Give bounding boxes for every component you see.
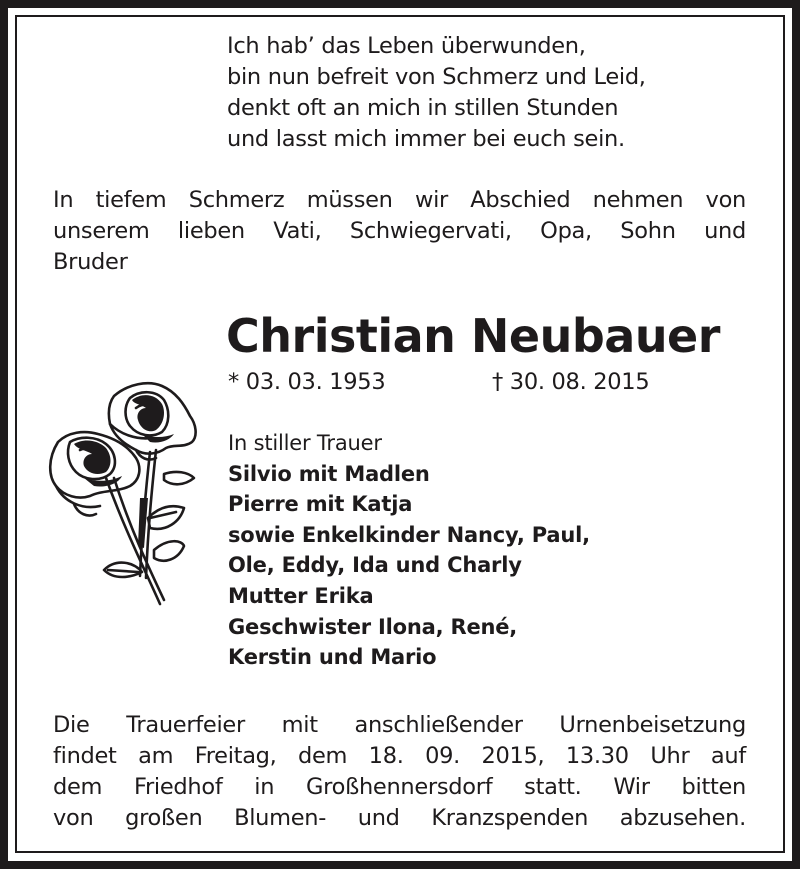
funeral-info-line: findet am Freitag, dem 18. 09. 2015, 13.30 Uhr auf xyxy=(53,743,746,769)
mourner-line: Geschwister Ilona, René, xyxy=(228,614,518,639)
funeral-info-line: dem Friedhof in Großhennersdorf statt. Wir bitten xyxy=(53,774,746,800)
poem-line: denkt oft an mich in stillen Stunden xyxy=(227,95,619,121)
funeral-info-line: Die Trauerfeier mit anschließender Urnenbeisetzung xyxy=(53,712,746,738)
mourner-line: Pierre mit Katja xyxy=(228,492,413,517)
birth-date: * 03. 03. 1953 xyxy=(228,369,386,395)
mourner-line: Kerstin und Mario xyxy=(228,645,437,670)
poem xyxy=(227,31,646,155)
mourners-block xyxy=(228,428,590,673)
mourner-line: Mutter Erika xyxy=(228,583,374,608)
funeral-info-paragraph xyxy=(53,710,746,834)
mourner-line: Silvio mit Madlen xyxy=(228,461,430,486)
poem-line: bin nun befreit von Schmerz und Leid, xyxy=(227,64,646,90)
intro-line: Bruder xyxy=(53,249,128,275)
poem-line: Ich hab’ das Leben überwunden, xyxy=(227,33,586,59)
mourner-line: sowie Enkelkinder Nancy, Paul, xyxy=(228,522,590,547)
roses-icon xyxy=(44,378,200,608)
death-date: † 30. 08. 2015 xyxy=(492,369,650,395)
intro-line: In tiefem Schmerz müssen wir Abschied nehmen von xyxy=(53,187,746,213)
intro-line: unserem lieben Vati, Schwiegervati, Opa, Sohn und xyxy=(53,218,746,244)
poem-line: und lasst mich immer bei euch sein. xyxy=(227,126,625,152)
intro-paragraph xyxy=(53,185,746,278)
deceased-name: Christian Neubauer xyxy=(226,309,720,363)
mourners-lead: In stiller Trauer xyxy=(228,431,382,455)
funeral-info-line: von großen Blumen- und Kranzspenden abzusehen. xyxy=(53,805,746,831)
mourner-line: Ole, Eddy, Ida und Charly xyxy=(228,553,522,578)
